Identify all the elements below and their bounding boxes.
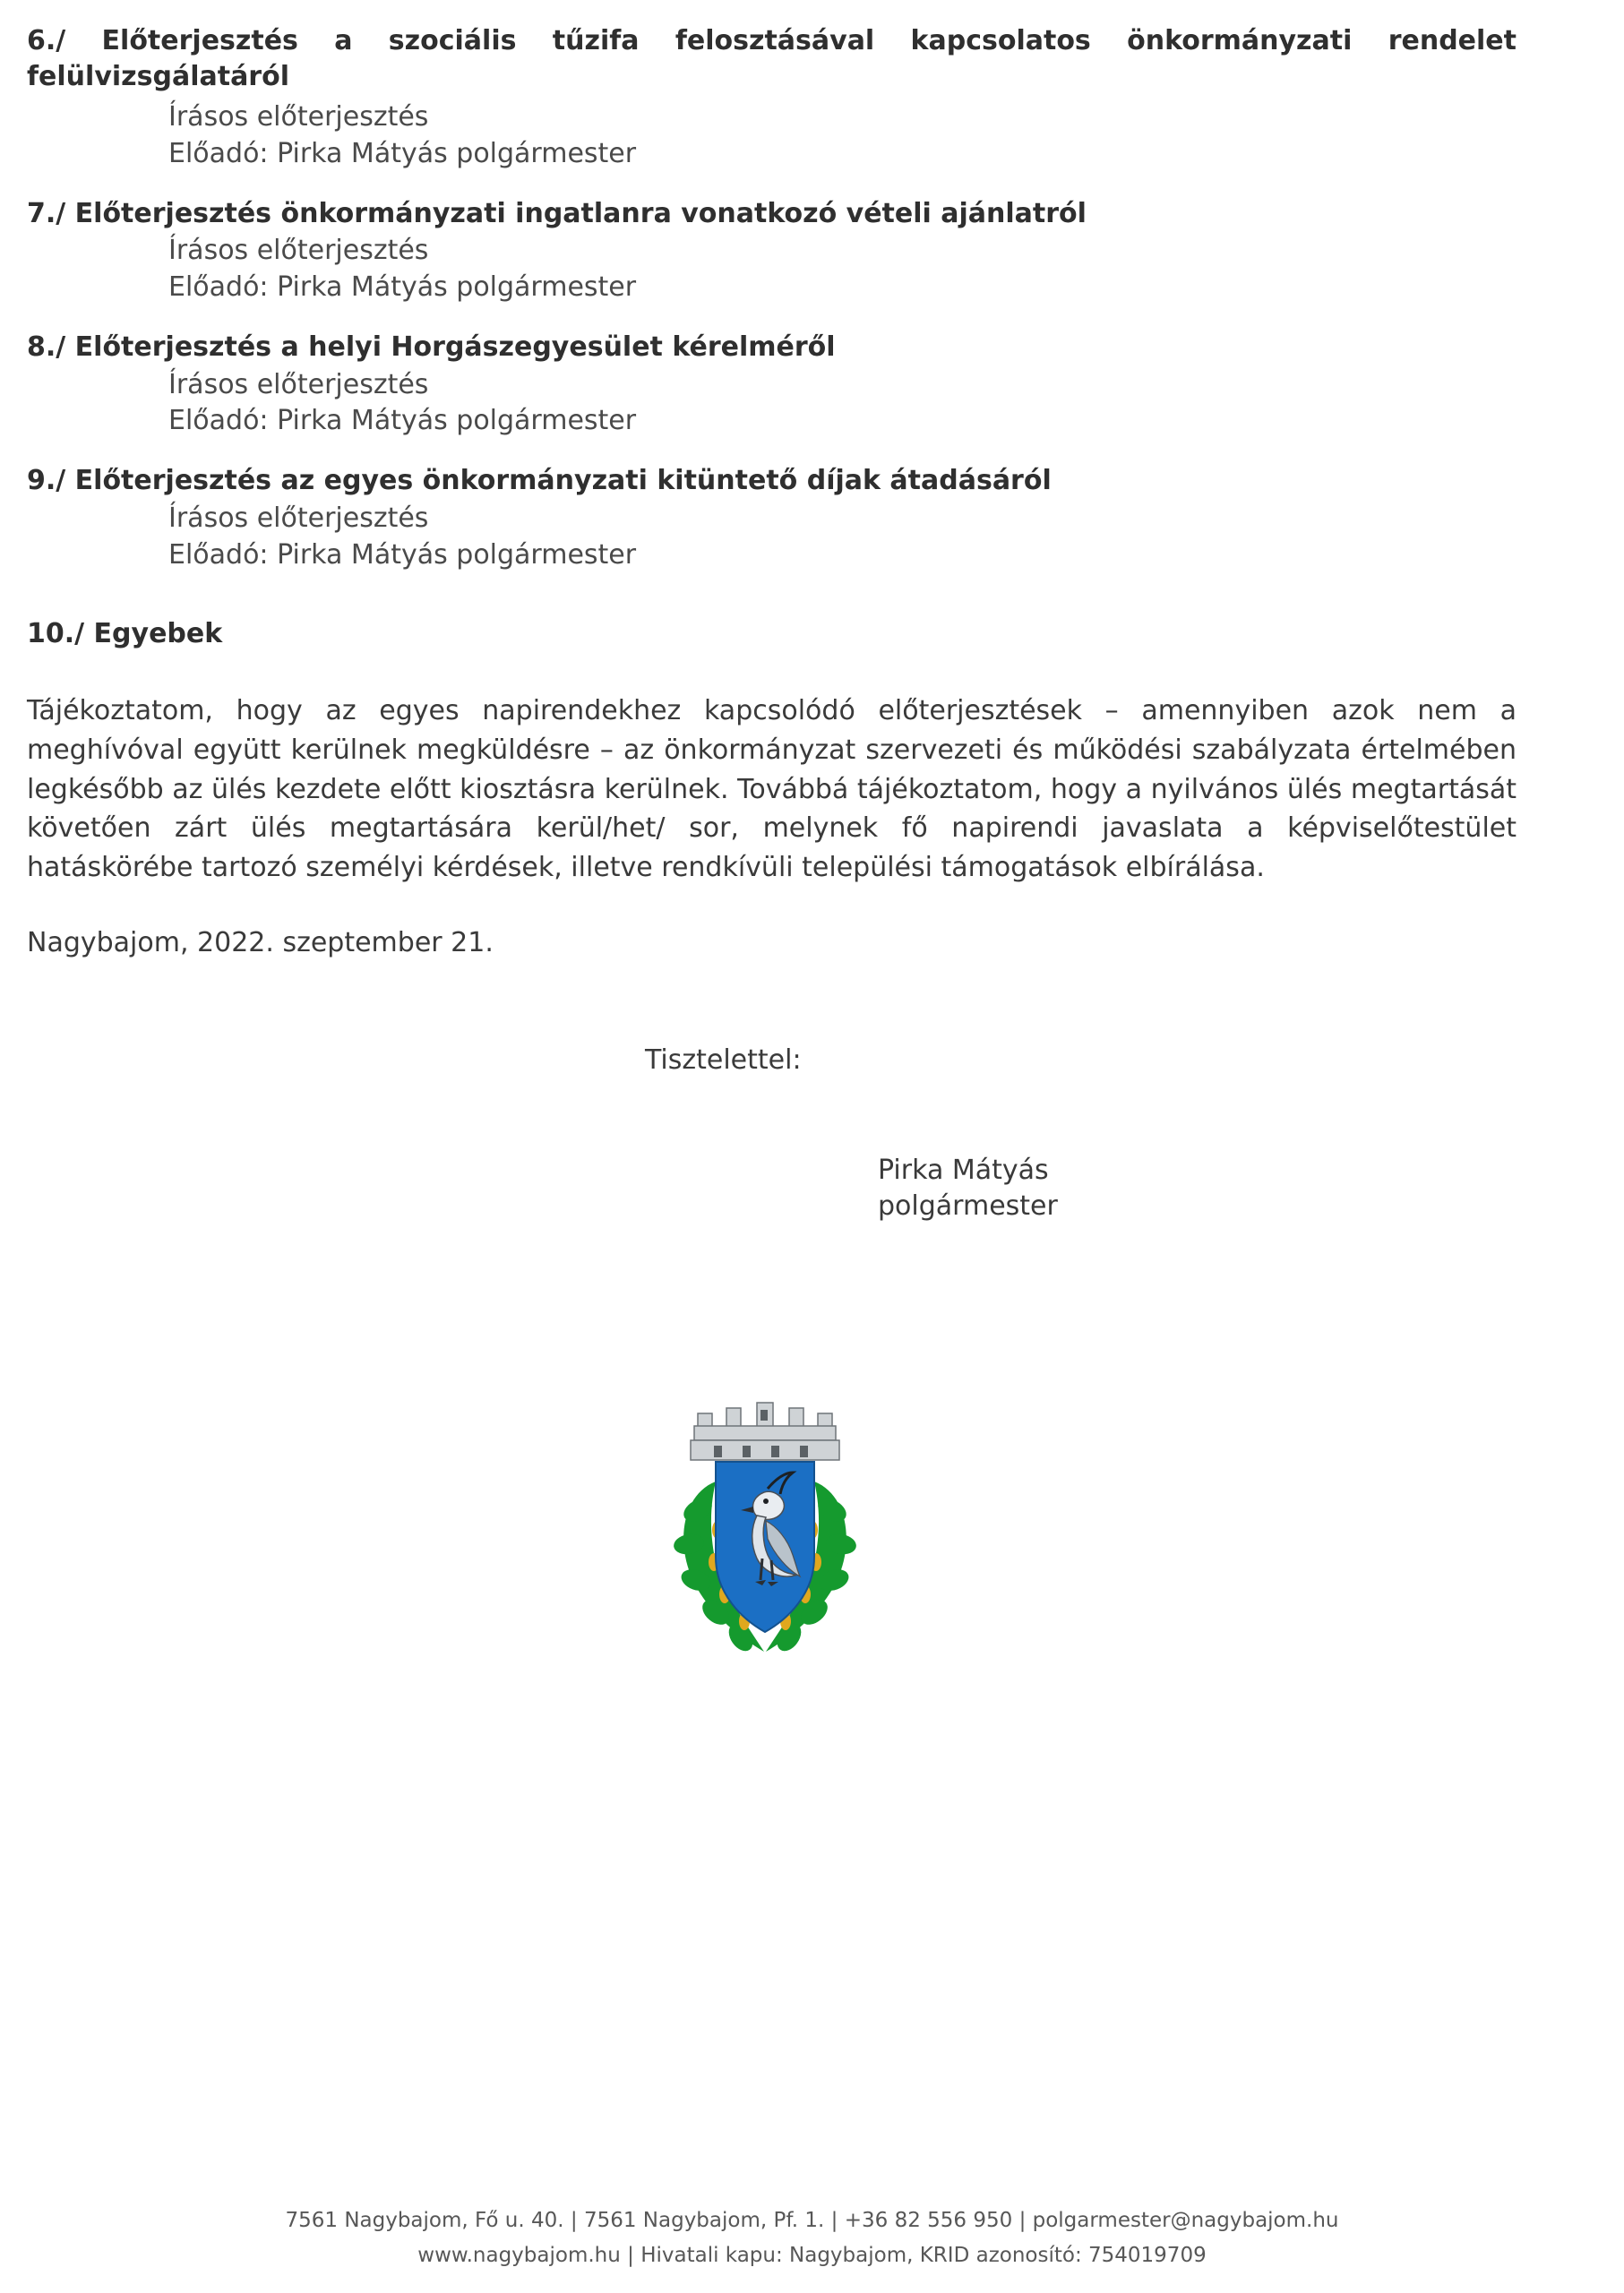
agenda-item-6 bbox=[27, 23, 1517, 173]
agenda-item-10 bbox=[27, 616, 1517, 652]
place-and-date: Nagybajom, 2022. szeptember 21. bbox=[27, 926, 494, 958]
agenda-item-8-title: 8./ Előterjesztés a helyi Horgászegyesület kérelméről bbox=[27, 331, 836, 363]
agenda-item-8-written: Írásos előterjesztés bbox=[168, 368, 429, 400]
agenda-item-7-title: 7./ Előterjesztés önkormányzati ingatlanra vonatkozó vételi ajánlatról bbox=[27, 197, 1087, 229]
agenda-item-9 bbox=[27, 463, 1517, 573]
agenda-item-9-title: 9./ Előterjesztés az egyes önkormányzati kitüntető díjak átadásáról bbox=[27, 465, 1052, 497]
signature-title: polgármester bbox=[878, 1190, 1058, 1223]
page-footer bbox=[0, 2203, 1624, 2273]
footer-contact-line: 7561 Nagybajom, Fő u. 40. | 7561 Nagybajom, Pf. 1. | +36 82 556 950 | polgarmester@nagybajom.hu bbox=[285, 2208, 1339, 2232]
agenda-item-7 bbox=[27, 196, 1517, 306]
agenda-item-8-presenter: Előadó: Pirka Mátyás polgármester bbox=[168, 405, 637, 437]
coat-of-arms-icon bbox=[651, 1396, 893, 1664]
signature-block bbox=[878, 1153, 1517, 1225]
agenda-item-6-title bbox=[27, 23, 1517, 94]
information-paragraph: Tájékoztatom, hogy az egyes napirendekhez kapcsolódó előterjesztések – amennyiben azok nem a meghívóval együtt kerülnek megküldésre – az önkormányzat szervezeti és működési szabályzata értelmében legkésőbb az ülés kezdete előtt kiosztásra kerülnek. Továbbá tájékoztatom, hogy a nyilvános ülés megtartását követően zárt ülés megtartására kerül/het/ sor, melynek fő napirendi javaslata a képviselőtestület hatáskörébe tartozó személyi kérdések, illetve rendkívüli települési támogatások elbírálása. bbox=[27, 694, 1517, 884]
agenda-item-10-title: 10./ Egyebek bbox=[27, 618, 223, 650]
agenda-item-8 bbox=[27, 330, 1517, 440]
agenda-item-6-written: Írásos előterjesztés bbox=[168, 101, 429, 133]
coat-of-arms-wrap bbox=[27, 1396, 1517, 1664]
regards-line: Tisztelettel: bbox=[645, 1043, 802, 1076]
agenda-item-7-presenter: Előadó: Pirka Mátyás polgármester bbox=[168, 271, 637, 304]
agenda-item-7-written: Írásos előterjesztés bbox=[168, 235, 429, 267]
agenda-item-6-presenter: Előadó: Pirka Mátyás polgármester bbox=[168, 137, 637, 169]
agenda-item-9-written: Írásos előterjesztés bbox=[168, 502, 429, 534]
agenda-item-6-title-line2: felülvizsgálatáról bbox=[27, 60, 289, 92]
agenda-item-9-presenter: Előadó: Pirka Mátyás polgármester bbox=[168, 538, 637, 571]
footer-web-line: www.nagybajom.hu | Hivatali kapu: Nagybajom, KRID azonosító: 754019709 bbox=[417, 2243, 1207, 2267]
agenda-item-6-title-line1: 6./ Előterjesztés a szociális tűzifa felosztásával kapcsolatos önkormányzati rendelet bbox=[27, 25, 1517, 56]
signature-name: Pirka Mátyás bbox=[878, 1154, 1049, 1186]
